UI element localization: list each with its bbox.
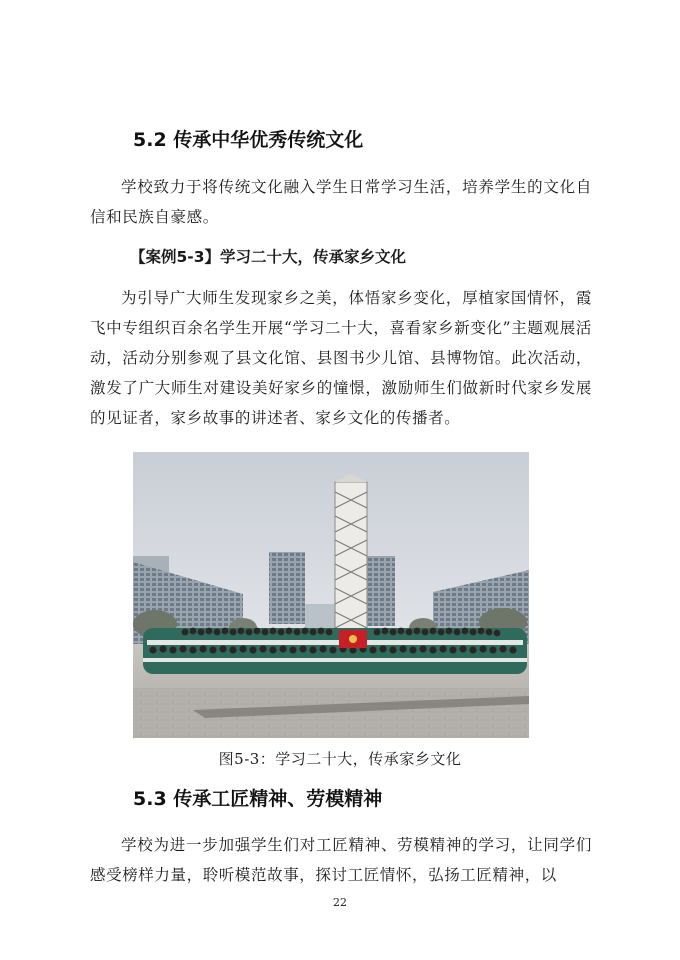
group-photo — [133, 452, 529, 738]
paragraph-text: 学校致力于将传统文化融入学生日常学习生活，培养学生的文化自信和民族自豪感。 — [90, 178, 592, 226]
paragraph-text: 学校为进一步加强学生们对工匠精神、劳模精神的学习，让同学们感受榜样力量，聆听模范故事，探讨工匠情怀，弘扬工匠精神，以 — [90, 836, 592, 884]
figure-caption: 图5-3：学习二十大，传承家乡文化 — [218, 750, 462, 768]
plaza-tiles — [133, 688, 529, 738]
tower-left — [269, 552, 305, 624]
section-5-3-paragraph — [90, 830, 592, 890]
group-photo-illustration — [133, 452, 529, 738]
mid-building — [305, 604, 335, 630]
section-heading-5-2: 5.2 传承中华优秀传统文化 — [133, 129, 364, 151]
student-group — [143, 628, 527, 674]
tower-right — [365, 556, 395, 626]
case-paragraph — [90, 283, 592, 433]
section-heading-5-3: 5.3 传承工匠精神、劳模精神 — [133, 788, 383, 810]
flag-emblem — [349, 635, 357, 643]
section-5-2-paragraph — [90, 172, 592, 232]
monument-tower — [335, 482, 367, 632]
paragraph-text: 为引导广大师生发现家乡之美，体悟家乡变化，厚植家国情怀，霞飞中专组织百余名学生开展“学习二十大，喜看家乡新变化”主题观展活动，活动分别参观了县文化馆、县图书少儿馆、县博物馆。此次活动，激发了广大师生对建设美好家乡的憧憬，激励师生们做新时代家乡发展的见证者，家乡故事的讲述者、家乡文化的传播者。 — [90, 289, 592, 427]
case-title: 【案例5-3】学习二十大，传承家乡文化 — [130, 248, 407, 266]
page-number: 22 — [333, 896, 347, 909]
